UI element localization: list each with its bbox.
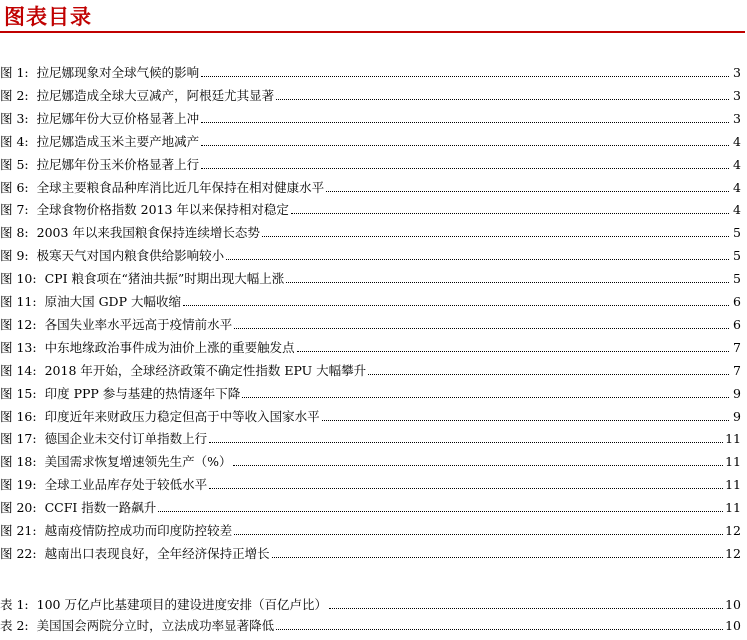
entry-title[interactable]: 拉尼娜造成玉米主要产地减产 [36,133,200,149]
dot-leader [291,213,729,214]
entry-title[interactable]: 拉尼娜造成全球大豆减产，阿根廷尤其显著 [36,87,275,103]
entry-title[interactable]: 拉尼娜年份玉米价格显著上行 [36,156,200,172]
figure-entry[interactable] [0,195,741,217]
entry-label: 图 22: [0,545,37,561]
entry-page-number[interactable]: 11 [725,431,741,447]
figure-entry[interactable] [0,287,741,309]
entry-title[interactable]: 2018 年开始，全球经济政策不确定性指数 EPU 大幅攀升 [44,362,367,378]
dot-leader [201,168,729,169]
entry-label: 图 3: [0,110,29,126]
entry-page-number[interactable]: 5 [733,271,741,287]
entry-label: 图 20: [0,500,37,516]
entry-title[interactable]: 极寒天气对国内粮食供给影响较小 [36,248,225,264]
entry-label: 图 7: [0,202,29,218]
entry-title[interactable]: 各国失业率水平远高于疫情前水平 [44,316,233,332]
dot-leader [329,608,723,609]
dot-leader [233,465,723,466]
entry-title[interactable]: 印度 PPP 参与基建的热情逐年下降 [44,385,241,401]
figure-entry[interactable] [0,539,741,561]
entry-page-number[interactable]: 7 [733,362,741,378]
figure-entry[interactable] [0,58,741,80]
figure-entry[interactable] [0,150,741,172]
figure-entry[interactable] [0,402,741,424]
dot-leader [209,442,723,443]
entry-label: 图 13: [0,339,37,355]
entry-title[interactable]: 越南出口表现良好，全年经济保持正增长 [44,545,270,561]
dot-leader [272,557,723,558]
entry-label: 表 1: [0,597,29,612]
dot-leader [368,374,729,375]
entry-label: 图 5: [0,156,29,172]
entry-label: 图 21: [0,523,37,538]
entry-label: 图 12: [0,316,37,332]
entry-title[interactable]: 中东地缘政治事件成为油价上涨的重要触发点 [44,339,295,355]
entry-page-number[interactable]: 7 [733,339,741,355]
figure-entry[interactable] [0,241,741,263]
entry-title[interactable]: 100 万亿卢比基建项目的建设进度安排（百亿卢比） [36,597,327,612]
entry-label: 图 10: [0,271,37,287]
entry-page-number[interactable]: 11 [725,454,741,470]
entry-page-number[interactable]: 4 [733,202,741,218]
entry-title[interactable]: 美国需求恢复增速领先生产（%） [44,454,232,470]
dot-leader [158,511,723,512]
figure-entry[interactable] [0,447,741,469]
entry-page-number[interactable]: 10 [725,597,741,612]
entry-label: 图 4: [0,133,29,149]
entry-title[interactable]: 印度近年来财政压力稳定但高于中等收入国家水平 [44,408,320,424]
figure-entry[interactable] [0,493,741,515]
dot-leader [226,259,729,260]
entry-label: 图 15: [0,385,37,401]
entry-label: 图 6: [0,179,29,195]
dot-leader [183,305,729,306]
entry-title[interactable]: 全球食物价格指数 2013 年以来保持相对稳定 [36,202,289,218]
entry-label: 图 8: [0,225,29,241]
dot-leader [201,76,729,77]
entry-label: 图 9: [0,248,29,264]
entry-title[interactable]: 2003 年以来我国粮食保持连续增长态势 [36,225,260,241]
entry-title[interactable]: 全球主要粮食品种库消比近几年保持在相对健康水平 [36,179,325,195]
entry-title[interactable]: CCFI 指数一路飙升 [44,500,157,516]
dot-leader [209,488,723,489]
entry-page-number[interactable]: 5 [733,248,741,264]
entry-label: 表 2: [0,618,29,633]
entry-page-number[interactable]: 12 [725,545,741,561]
table-entry[interactable] [0,611,741,633]
dot-leader [326,191,729,192]
figure-entry[interactable] [0,81,741,103]
entry-page-number[interactable]: 3 [733,110,741,126]
entry-page-number[interactable]: 9 [733,385,741,401]
entry-page-number[interactable]: 5 [733,225,741,241]
title-divider [0,31,745,33]
entry-label: 图 18: [0,454,37,470]
figure-entry[interactable] [0,173,741,195]
figure-entry[interactable] [0,127,741,149]
entry-label: 图 19: [0,477,37,493]
entry-page-number[interactable]: 6 [733,294,741,309]
entry-title[interactable]: 拉尼娜年份大豆价格显著上冲 [36,110,200,126]
figure-entry[interactable] [0,516,741,538]
entry-label: 图 11: [0,294,37,309]
figure-entry[interactable] [0,104,741,126]
page-title: 图表目录 [4,5,92,29]
entry-label: 图 14: [0,362,37,378]
entry-page-number[interactable]: 4 [733,179,741,195]
figure-entry[interactable] [0,470,741,492]
entry-title[interactable]: 拉尼娜现象对全球气候的影响 [36,65,200,80]
dot-leader [242,397,729,398]
dot-leader [322,420,729,421]
entry-title[interactable]: 全球工业品库存处于较低水平 [44,477,208,493]
dot-leader [276,99,729,100]
entry-label: 图 1: [0,65,29,80]
entry-page-number[interactable]: 6 [733,316,741,332]
entry-label: 图 17: [0,431,37,447]
entry-page-number[interactable]: 3 [733,87,741,103]
dot-leader [201,145,729,146]
entry-title[interactable]: 越南疫情防控成功而印度防控较差 [44,523,233,538]
figure-entry[interactable] [0,356,741,378]
entry-page-number[interactable]: 4 [733,133,741,149]
dot-leader [286,282,729,283]
figure-entry[interactable] [0,310,741,332]
dot-leader [262,236,729,237]
entry-title[interactable]: CPI 粮食项在“猪油共振”时期出现大幅上涨 [44,271,285,287]
dot-leader [297,351,729,352]
entry-page-number[interactable]: 11 [725,500,741,516]
table-entry[interactable] [0,590,741,612]
figure-entry[interactable] [0,218,741,240]
entry-page-number[interactable]: 10 [725,618,741,633]
entry-title[interactable]: 德国企业未交付订单指数上行 [44,431,208,447]
entry-label: 图 16: [0,408,37,424]
entry-title[interactable]: 美国国会两院分立时，立法成功率显著降低 [36,618,275,633]
entry-page-number[interactable]: 3 [733,65,741,80]
entry-label: 图 2: [0,87,29,103]
figure-entry[interactable] [0,424,741,446]
entry-page-number[interactable]: 4 [733,156,741,172]
dot-leader [234,328,729,329]
entry-page-number[interactable]: 12 [725,523,741,538]
figure-entry[interactable] [0,333,741,355]
entry-title[interactable]: 原油大国 GDP 大幅收缩 [44,294,181,309]
entry-page-number[interactable]: 9 [733,408,741,424]
figure-entry[interactable] [0,379,741,401]
dot-leader [276,629,723,630]
dot-leader [234,534,723,535]
figure-entry[interactable] [0,264,741,286]
entry-page-number[interactable]: 11 [725,477,741,493]
dot-leader [201,122,729,123]
